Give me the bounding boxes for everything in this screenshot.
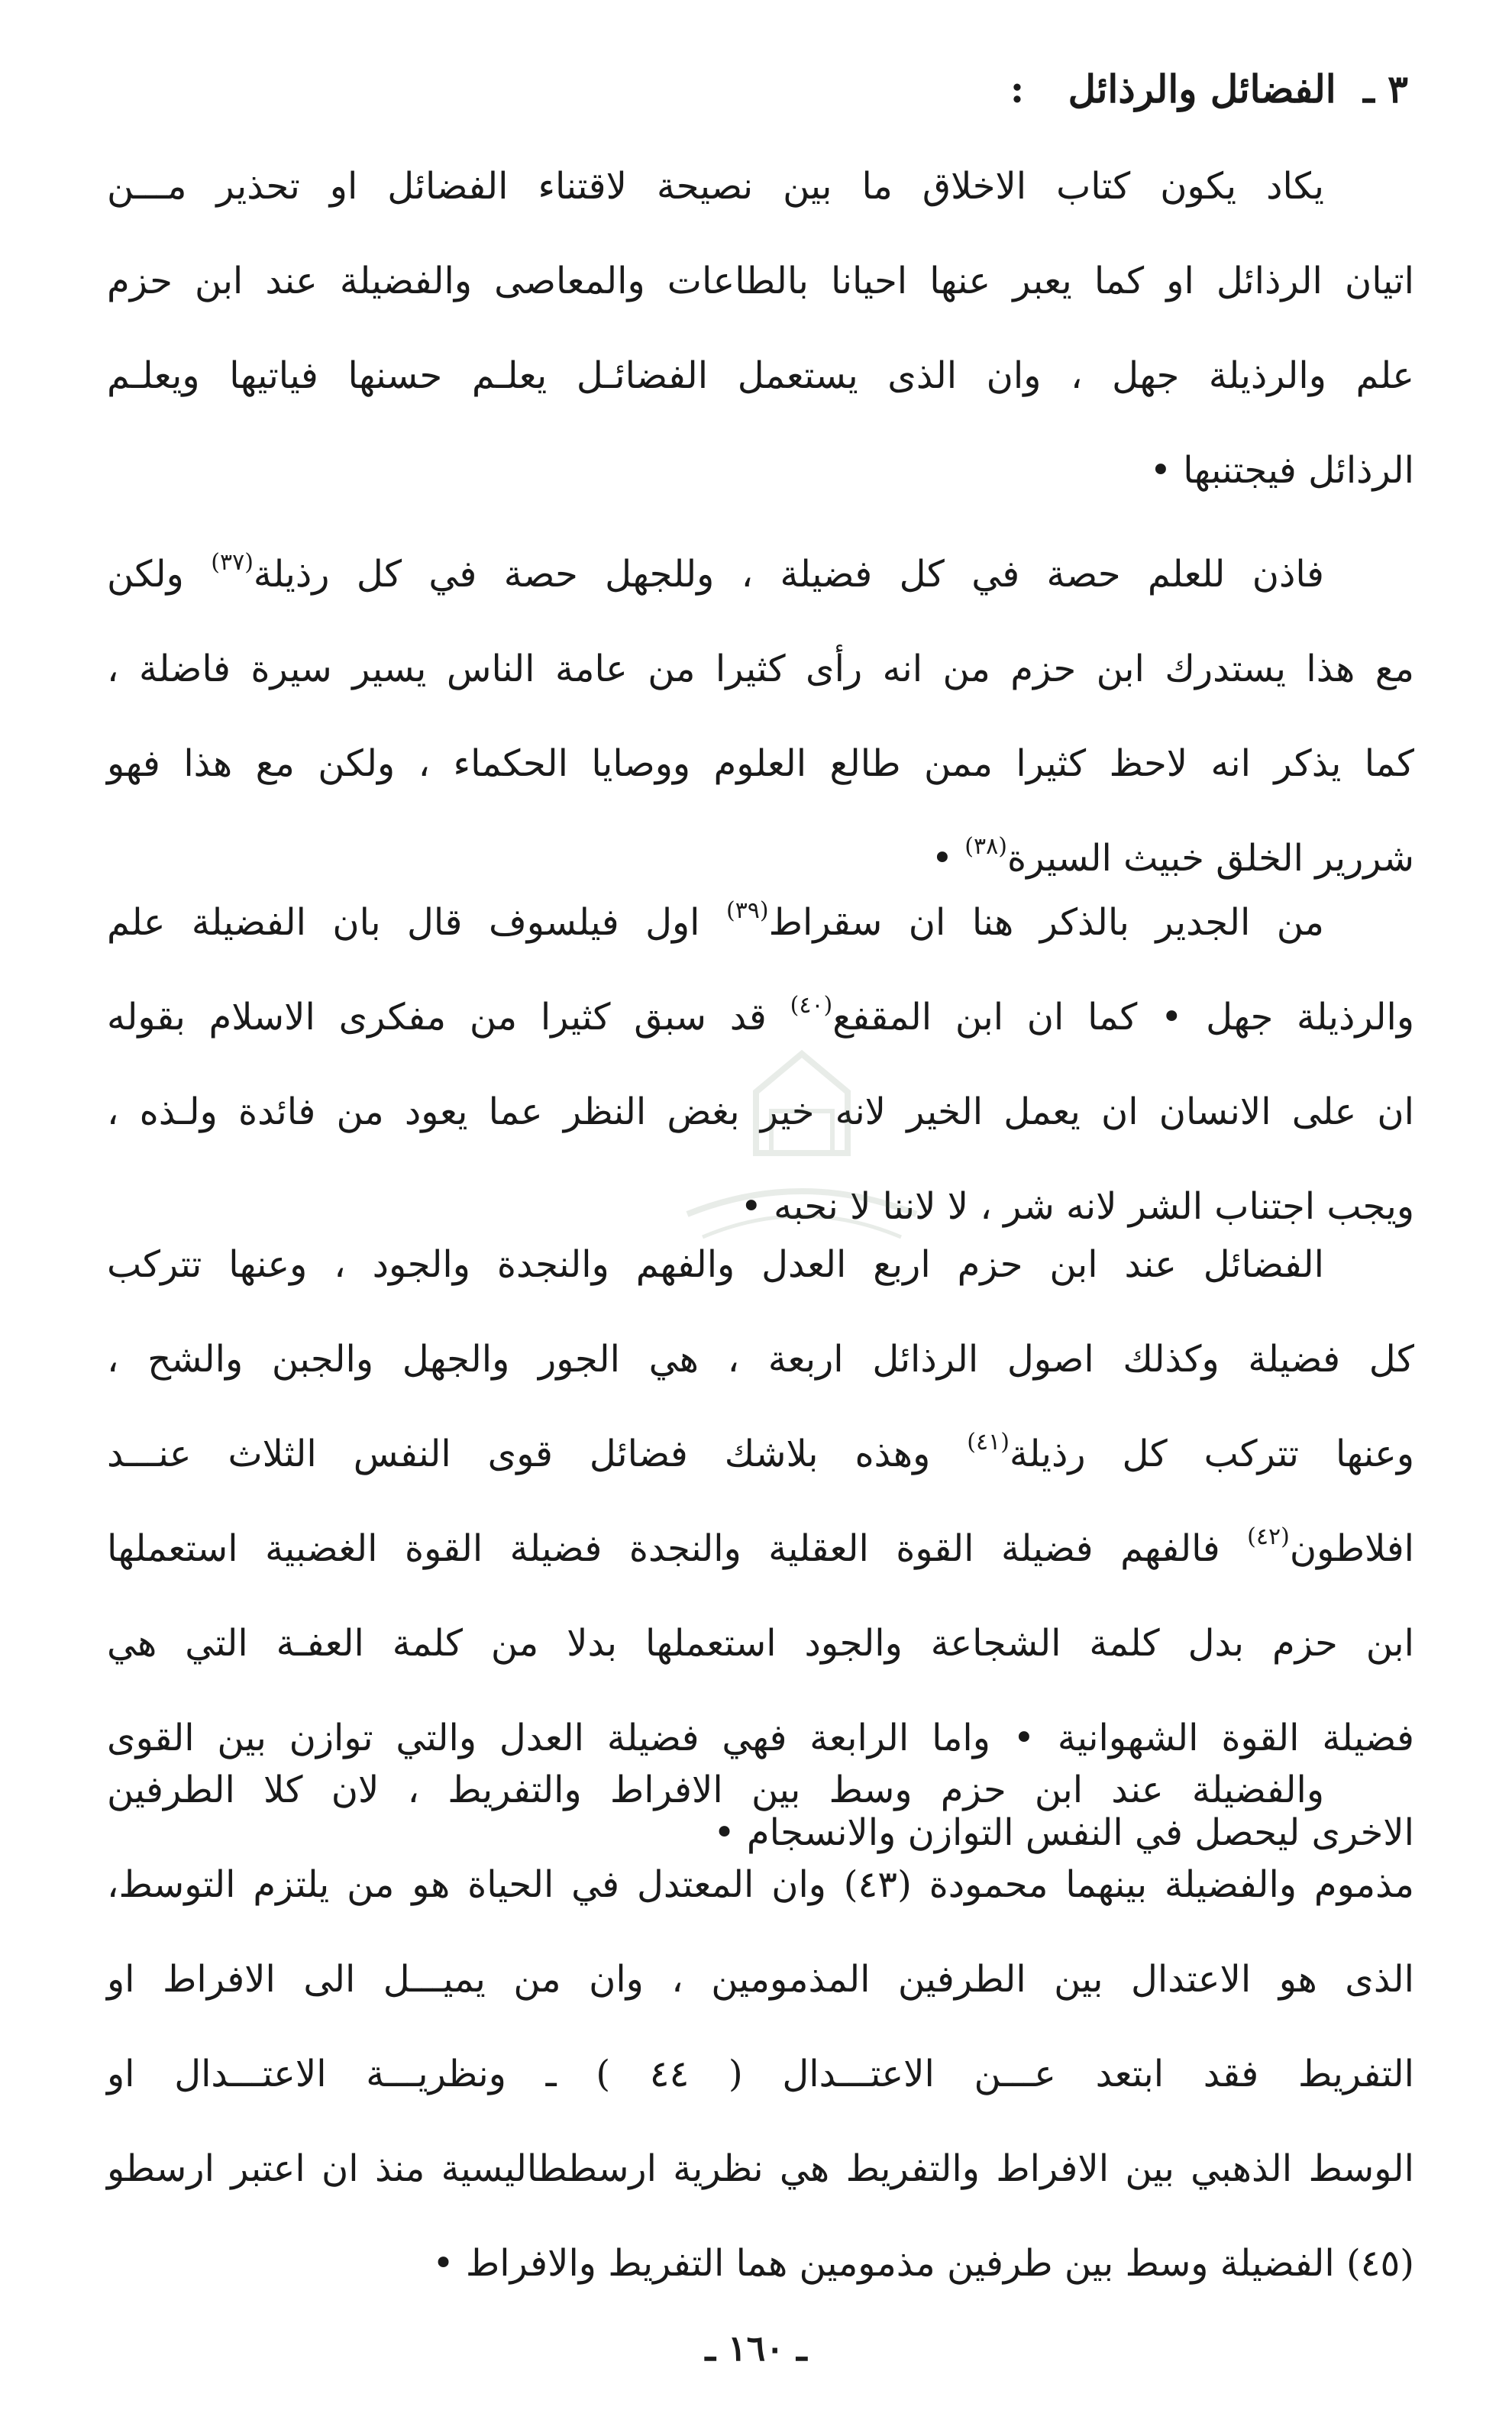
text-line [107,1407,1414,1501]
text-run: قد سبق كثيرا من مفكرى الاسلام بقوله [107,996,767,1039]
text-line [107,527,1414,622]
footnote-ref: (٣٩) [725,897,769,924]
text-line: الوسط الذهبي بين الافراط والتفريط هي نظرية ارسططاليسية منذ ان اعتبر ارسطو [107,2147,1414,2190]
text-line: الاخرى ليحصل في النفس التوازن والانسجام • [713,1811,1414,1854]
section-colon: : [1010,66,1025,111]
footnote-ref: (٣٨) [964,833,1007,860]
paragraph-1 [107,139,1414,518]
text-run: افلاطون [1289,1527,1414,1570]
text-run: وعنها تتركب كل رذيلة [1009,1433,1414,1475]
section-title: الفضائل والرذائل [1068,66,1336,111]
footnote-ref: (٤٢) [1247,1523,1290,1550]
text-line: مع هذا يستدرك ابن حزم من انه رأى كثيرا من عامة الناس يسير سيرة فاضلة ، [107,648,1415,690]
text-line: كل فضيلة وكذلك اصول الرذائل اربعة ، هي الجور والجهل والجبن والشح ، [107,1338,1414,1381]
footnote-ref: (٤١) [967,1429,1010,1455]
text-line: التفريط فقد ابتعد عـــن الاعتـــدال ( ٤٤ ) ـ ونظريـــة الاعتـــدال او [107,2053,1415,2095]
text-run: فالفهم فضيلة القوة العقلية والنجدة فضيلة القوة الغضبية استعملها [107,1527,1220,1570]
text-run: اول فيلسوف قال بان الفضيلة علم [107,901,700,944]
text-line: الرذائل فيجتنبها • [1149,449,1414,492]
text-line: اتيان الرذائل او كما يعبر عنها احيانا بالطاعات والمعاصى والفضيلة عند ابن حزم [107,260,1414,302]
text-line: كما يذكر انه لاحظ كثيرا ممن طالع العلوم ووصايا الحكماء ، ولكن مع هذا فهو [107,742,1414,785]
text-line: ابن حزم بدل كلمة الشجاعة والجود استعملها بدلا من كلمة العفـة التي هي [107,1622,1414,1665]
text-run: شررير الخلق خبيث السيرة [1006,837,1414,880]
text-line: ان على الانسان ان يعمل الخير لانه خير بغض النظر عما يعود من فائدة ولـذه ، [107,1090,1414,1133]
text-line: علم والرذيلة جهل ، وان الذى يستعمل الفضائـل يعلـم حسنها فياتيها ويعلـم [107,354,1415,397]
section-heading [1010,66,1408,111]
text-line: مذموم والفضيلة بينهما محمودة (٤٣) وان المعتدل في الحياة هو من يلتزم التوسط، [107,1863,1414,1906]
text-line: ويجب اجتناب الشر لانه شر ، لا لاننا لا نحبه • [740,1185,1414,1228]
text-run: والرذيلة جهل • كما ان ابن المقفع [832,996,1415,1039]
text-line: الذى هو الاعتدال بين الطرفين المذمومين ، وان من يميـــل الى الافراط او [107,1958,1414,2001]
text-line: يكاد يكون كتاب الاخلاق ما بين نصيحة لاقتناء الفضائل او تحذير مـــن [107,165,1324,208]
text-run: فاذن للعلم حصة في كل فضيلة ، وللجهل حصة في كل رذيلة [253,553,1325,596]
text-run: وهذه بلاشك فضائل قوى النفس الثلاث عنـــد [107,1433,931,1475]
text-run: • [931,837,954,880]
text-line: والفضيلة عند ابن حزم وسط بين الافراط والتفريط ، لان كلا الطرفين [107,1769,1324,1811]
text-line [107,1501,1414,1596]
text-run: من الجدير بالذكر هنا ان سقراط [768,901,1325,944]
section-number: ٣ ـ [1363,66,1408,111]
paragraph-3 [107,875,1414,1254]
text-run: ولكن [107,553,184,596]
footnote-ref: (٤٠) [790,992,833,1019]
paragraph-5 [107,1743,1414,2311]
text-line: الفضائل عند ابن حزم اربع العدل والفهم والنجدة والجود ، وعنها تتركب [107,1243,1324,1286]
text-line [107,875,1414,970]
page-number: ـ ١٦٠ ـ [705,2328,807,2369]
paragraph-2 [107,527,1414,906]
text-line: فضيلة القوة الشهوانية • واما الرابعة فهي فضيلة العدل والتي توازن بين القوى [107,1717,1414,1759]
text-line [107,970,1414,1064]
footnote-ref: (٣٧) [211,549,254,576]
text-line: (٤٥) الفضيلة وسط بين طرفين مذمومين هما التفريط والافراط • [432,2242,1414,2285]
